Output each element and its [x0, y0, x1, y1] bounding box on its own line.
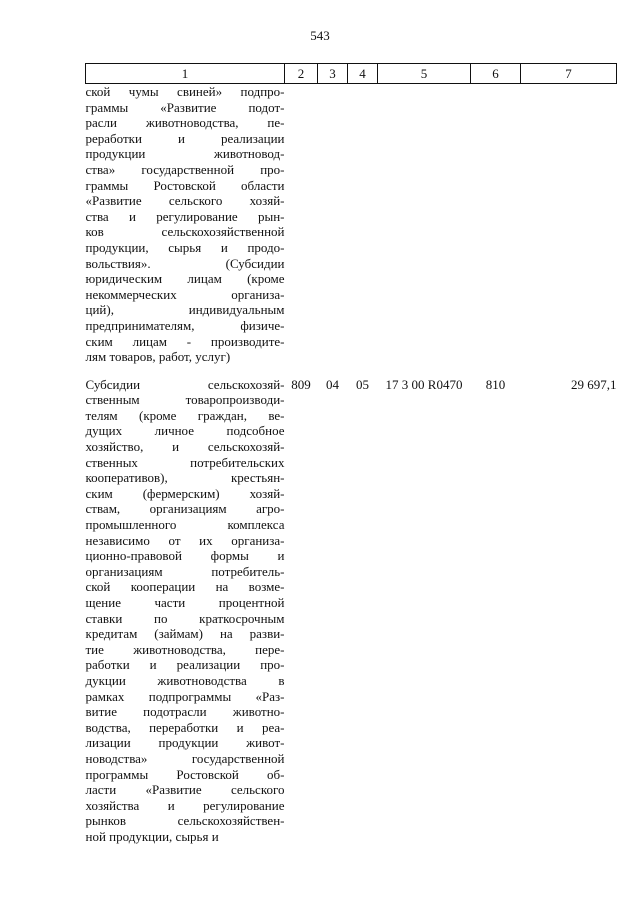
row-description — [86, 377, 285, 845]
budget-table — [85, 63, 617, 845]
subsection-code — [348, 84, 378, 365]
description-line: некоммерческих организа- — [85, 286, 285, 302]
header-col-6: 6 — [471, 64, 521, 84]
description-line: щение части процентной — [85, 595, 285, 610]
description-line: Субсидии сельскохозяй- — [85, 376, 285, 392]
amount-value — [521, 84, 617, 365]
description-line: программы Ростовской об- — [85, 766, 285, 782]
description-line: работки и реализации про- — [85, 657, 285, 673]
description-line: граммы Ростовской области — [85, 177, 285, 193]
description-line: кооперативов), крестьян- — [85, 470, 285, 486]
description-line: граммы «Развитие подот- — [85, 99, 285, 115]
description-line: ласти «Развитие сельского — [85, 782, 285, 798]
description-line: продукции животновод- — [85, 146, 285, 162]
description-line: дущих личное подсобное — [85, 423, 285, 439]
description-line: ставки по краткосрочным — [85, 610, 285, 626]
description-line: телям (кроме граждан, ве- — [85, 407, 285, 423]
description-line: лям товаров, работ, услуг) — [85, 349, 231, 365]
ministry-code: 809 — [291, 376, 311, 392]
description-line: юридическим лицам (кроме — [85, 271, 285, 287]
description-line: лизации продукции живот- — [85, 735, 285, 751]
expense-type-code: 810 — [485, 376, 506, 392]
description-line: расли животноводства, пе- — [85, 115, 285, 131]
target-article-code: 17 3 00 R0470 — [385, 376, 463, 392]
section-code — [318, 84, 348, 365]
description-line: реработки и реализации — [85, 130, 285, 146]
subsection-code: 05 — [356, 376, 369, 392]
description-line: хозяйство, и сельскохозяй- — [85, 439, 285, 455]
expense-type-code — [471, 84, 521, 365]
description-line: витие подотрасли животно- — [85, 704, 285, 720]
ministry-code — [285, 84, 318, 365]
description-line: рамках подпрограммы «Раз- — [85, 688, 285, 704]
description-line: ций), индивидуальным — [85, 302, 285, 318]
description-line: ской кооперации на возме- — [85, 579, 285, 595]
description-line: ства» государственной про- — [85, 161, 285, 177]
description-line: ствам, организациям агро- — [85, 501, 285, 517]
description-line: ной продукции, сырья и — [85, 828, 219, 844]
row-description — [86, 84, 285, 365]
description-line: ционно-правовой формы и — [85, 548, 285, 564]
description-line: «Развитие сельского хозяй- — [85, 193, 285, 209]
page-number: 543 — [310, 28, 330, 43]
header-col-5: 5 — [378, 64, 471, 84]
table-row — [86, 377, 617, 845]
header-col-3: 3 — [318, 64, 348, 84]
description-line: организациям потребитель- — [85, 563, 285, 579]
target-article-code — [378, 84, 471, 365]
amount-value: 29 697,1 — [571, 376, 617, 392]
description-line: кредитам (займам) на разви- — [85, 626, 285, 642]
description-line: хозяйства и регулирование — [85, 797, 285, 813]
header-col-2: 2 — [285, 64, 318, 84]
description-line: продукции, сырья и продо- — [85, 239, 285, 255]
description-line: предпринимателям, физиче- — [85, 317, 285, 333]
description-line: ской чумы свиней» подпро- — [85, 84, 285, 99]
description-line: дукции животноводства в — [85, 672, 285, 688]
description-line: ским лицам - производите- — [85, 333, 285, 349]
description-line: водства, переработки и реа- — [85, 719, 285, 735]
description-line: вольствия». (Субсидии — [85, 255, 285, 271]
description-line: новодства» государственной — [85, 750, 285, 766]
description-line: ственных потребительских — [85, 454, 285, 470]
description-line: ства и регулирование рын- — [85, 208, 285, 224]
description-line: рынков сельскохозяйствен- — [85, 813, 285, 829]
table-header-row — [86, 64, 617, 84]
description-line: ственным товаропроизводи- — [85, 392, 285, 408]
table-row — [86, 84, 617, 365]
header-col-1: 1 — [86, 64, 285, 84]
header-col-4: 4 — [348, 64, 378, 84]
section-code: 04 — [326, 376, 339, 392]
header-col-7: 7 — [521, 64, 617, 84]
description-line: промышленного комплекса — [85, 517, 285, 533]
description-line: независимо от их организа- — [85, 532, 285, 548]
description-line: ков сельскохозяйственной — [85, 224, 285, 240]
description-line: тие животноводства, пере- — [85, 641, 285, 657]
description-line: ским (фермерским) хозяй- — [85, 485, 285, 501]
row-spacer — [86, 365, 617, 377]
